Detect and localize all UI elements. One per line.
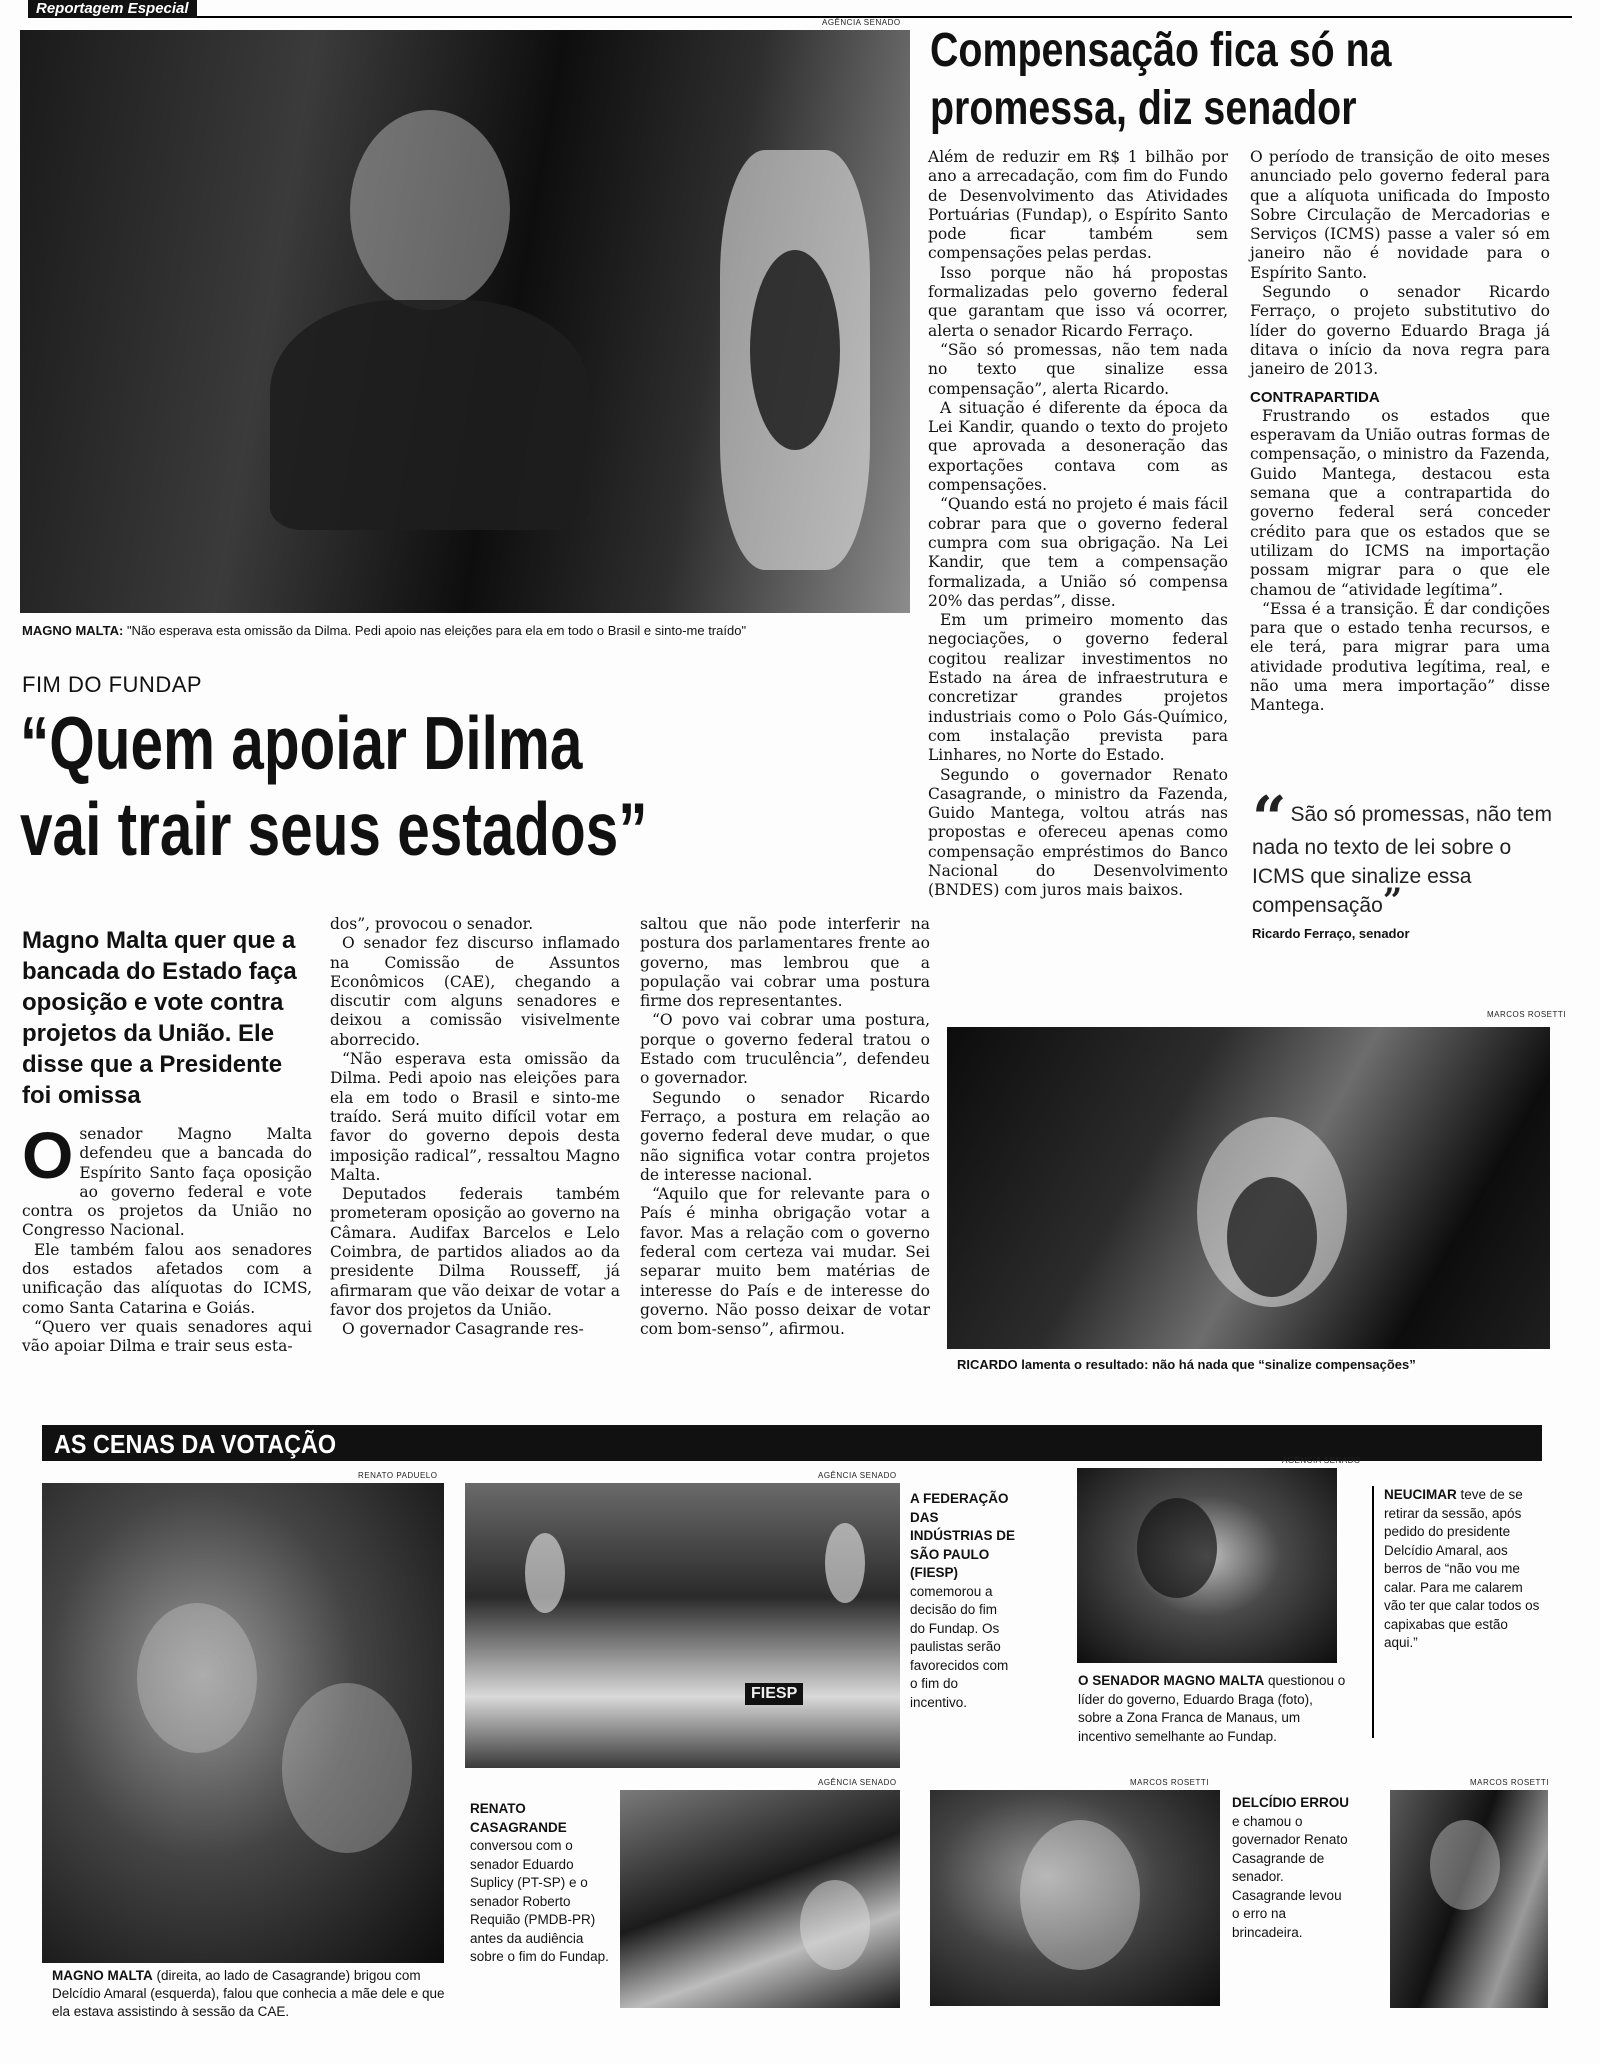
- photo-credit: MARCOS ROSETTI: [1470, 1778, 1550, 1787]
- paragraph: saltou que não pode interferir na postura dos parlamentares frente ao governo, mas lembrou que a população vai cobrar uma postura firme dos representantes.: [640, 915, 930, 1011]
- caption-name: O SENADOR MAGNO MALTA: [1078, 1673, 1265, 1688]
- caption-text: questionou o líder do governo, Eduardo Braga (foto), sobre a Zona Franca de Manaus, um incentivo semelhante ao Fundap.: [1078, 1673, 1346, 1744]
- magno-malta-podium-photo: [20, 30, 910, 613]
- scene5-caption: [470, 1800, 610, 1967]
- neucimar-photo: [1390, 1790, 1548, 2008]
- side-headline-line-2: promessa, diz senador: [930, 82, 1357, 135]
- ricardo-photo: [947, 1027, 1550, 1349]
- scene3-photo: [1077, 1468, 1337, 1663]
- paragraph: “Essa é a transição. É dar condições para que o estado tenha recursos, e ele terá, para migrar para uma atividade produtiva legítima, real, e não uma mera importação” disse Mantega.: [1250, 599, 1550, 715]
- quote-open-mark: “: [1252, 784, 1287, 854]
- paragraph: Segundo o governador Renato Casagrande, o ministro da Fazenda, Guido Mantega, voltou atrás nas propostas e ofereceu apenas como compensação empréstimos do Banco Nacional do Desenvolvimento (BNDES) com juros mais baixos.: [928, 765, 1228, 900]
- drop-cap: O: [22, 1118, 74, 1192]
- deck: Magno Malta quer que a bancada do Estado faça oposição e vote contra projetos da União. Ele disse que a Presidente foi omissa: [22, 927, 297, 1109]
- caption-text: conversou com o senador Eduardo Suplicy (PT-SP) e o senador Roberto Requião (PMDB-PR) antes da audiência sobre o fim do Fundap.: [470, 1838, 609, 1964]
- main-story-col-1: [22, 1118, 312, 1357]
- paragraph: “Quero ver quais senadores aqui vão apoiar Dilma e trair seus esta-: [22, 1317, 312, 1356]
- photo-credit: RENATO PADUELO: [358, 1471, 438, 1480]
- paragraph: senador Magno Malta defendeu que a bancada do Espírito Santo faça oposição ao governo federal e vote contra os projetos da União no Congresso Nacional.: [22, 1125, 312, 1240]
- caption-name: NEUCIMAR: [1384, 1487, 1457, 1502]
- side-headline: [930, 22, 1455, 138]
- caption-name: A FEDERAÇÃO DAS INDÚSTRIAS DE SÃO PAULO (FIESP): [910, 1491, 1016, 1580]
- paragraph: O senador fez discurso inflamado na Comissão de Assuntos Econômicos (CAE), chegando a discutir com alguns senadores e deixou a comissão visivelmente aborrecido.: [330, 934, 620, 1049]
- pull-quote: [1252, 784, 1552, 941]
- caption-text: comemorou a decisão do fim do Fundap. Os paulistas serão favorecidos com o fim do incentivo.: [910, 1583, 1009, 1710]
- caption-text: "Não esperava esta omissão da Dilma. Pedi apoio nas eleições para ela em todo o Brasil e sinto-me traído": [123, 623, 747, 638]
- quote-attribution: Ricardo Ferraço, senador: [1252, 926, 1410, 941]
- caption-text: teve de se retirar da sessão, após pedido do presidente Delcídio Amaral, aos berros de “não vou me calar. Para me calarem vão ter que calar todos os capixabas que estão aqui.”: [1384, 1487, 1540, 1650]
- fiesp-sign: FIESP: [745, 1683, 803, 1705]
- paragraph: Segundo o senador Ricardo Ferraço, a postura em relação ao governo federal deve mudar, o que não significa votar contra projetos de interesse nacional.: [640, 1088, 930, 1184]
- photo-credit: MARCOS ROSETTI: [1487, 1010, 1567, 1019]
- caption-text: (direita, ao lado de Casagrande) brigou com Delcídio Amaral (esquerda), falou que conhecia a mãe dele e que ela estava assistindo à sessão da CAE.: [52, 1968, 445, 2019]
- photo-credit: AGÊNCIA SENADO: [822, 18, 901, 27]
- caption-text: e chamou o governador Renato Casagrande de senador. Casagrande levou o erro na brincadeira.: [1232, 1813, 1348, 1940]
- paragraph: “Não esperava esta omissão da Dilma. Pedi apoio nas eleições para ela em todo o Brasil e sinto-me traído. Será muito difícil votar em favor do governo depois desta imposição radical”, ressaltou Magno Malta.: [330, 1050, 620, 1184]
- section-label-bar: [28, 0, 1572, 18]
- pull-quote-text: [1252, 784, 1552, 921]
- caption-name: MAGNO MALTA: [52, 1968, 153, 1983]
- caption-name: DELCÍDIO ERROU: [1232, 1795, 1350, 1810]
- photo-credit: AGÊNCIA SENADO: [818, 1778, 897, 1787]
- paragraph: “São só promessas, não tem nada no texto que sinalize essa compensação”, alerta Ricardo.: [928, 340, 1228, 398]
- scene1-photo: [42, 1483, 444, 1963]
- side-story-col-b: [1250, 148, 1550, 716]
- scene1-caption: [52, 1967, 452, 2021]
- subhead: CONTRAPARTIDA: [1250, 388, 1380, 406]
- headline-line-2: vai trair seus estados”: [20, 787, 648, 871]
- paragraph: “Quando está no projeto é mais fácil cobrar para que o governo federal cumpra com sua obrigação. Na Lei Kandir, que tem a compensação formalizada, a União só compensa 20% das perdas”, disse.: [928, 495, 1228, 610]
- main-headline: [20, 700, 722, 872]
- paragraph: A situação é diferente da época da Lei Kandir, quando o texto do projeto que aprovada a desoneração das exportações contava com as compensações.: [928, 398, 1228, 495]
- scene3-caption: [1078, 1672, 1348, 1746]
- paragraph: Além de reduzir em R$ 1 bilhão por ano a arrecadação, com fim do Fundo de Desenvolvimento das Atividades Portuárias (Fundap), o Espírito Santo pode ficar também sem compensações pelas perdas.: [928, 148, 1228, 263]
- quote-body: São só promessas, não tem nada no texto de lei sobre o ICMS que sinalize essa compensação: [1252, 803, 1552, 917]
- photo-credit: MARCOS ROSETTI: [1130, 1778, 1210, 1787]
- paragraph: Frustrando os estados que esperavam da União outras formas de compensação, o ministro da Fazenda, Guido Mantega, destacou esta semana que a contrapartida do governo federal será conceder crédito para que os estados que se utilizam do ICMS na importação possam migrar para o que ele chamou de “atividade legítima”.: [1250, 406, 1550, 599]
- top-photo-caption: [22, 622, 912, 639]
- main-story-col-2: [330, 915, 620, 1340]
- caption-name: RICARDO: [957, 1357, 1018, 1372]
- caption-name: MAGNO MALTA:: [22, 623, 124, 638]
- paragraph: Deputados federais também prometeram oposição ao governo na Câmara. Audifax Barcelos e Lelo Coimbra, de partidos aliados ao da presidente Dilma Rousseff, já afirmaram que vão deixar de votar a favor dos projetos da União.: [330, 1185, 620, 1319]
- caption-name: RENATO CASAGRANDE: [470, 1801, 567, 1835]
- paragraph: Segundo o senador Ricardo Ferraço, o projeto substitutivo do líder do governo Eduardo Braga já ditava o início da nova regra para janeiro de 2013.: [1250, 283, 1550, 379]
- paragraph: “O povo vai cobrar uma postura, porque o governo federal tratou o Estado com truculência”, defendeu o governador.: [640, 1011, 930, 1088]
- scene2-caption: [910, 1490, 1015, 1712]
- paragraph: Isso porque não há propostas formalizadas pelo governo federal que garantam que isso vá ocorrer, alerta o senador Ricardo Ferraço.: [928, 263, 1228, 340]
- main-story-col-3: [640, 915, 930, 1340]
- scene2-photo: [465, 1483, 900, 1768]
- paragraph: “Aquilo que for relevante para o País é minha obrigação votar a favor. Mas a relação com o governo federal com certeza vai mudar. Sei separar muito bem matérias de interesse do País e de interesse do governo. Não posso deixar de votar com bom-senso”, afirmou.: [640, 1185, 930, 1339]
- paragraph: Em um primeiro momento das negociações, o governo federal cogitou realizar investimentos no Estado na área de infraestrutura e concretizar grandes projetos industriais como o Polo Gás-Químico, com instalação prevista para Linhares, no Norte do Estado.: [928, 611, 1228, 765]
- caption-text: lamenta o resultado: não há nada que “sinalize compensações”: [1017, 1357, 1416, 1372]
- quote-close-mark: ”: [1382, 881, 1403, 921]
- paragraph: dos”, provocou o senador.: [330, 915, 534, 933]
- ricardo-caption: [957, 1356, 1557, 1373]
- side-headline-line-1: Compensação fica só na: [930, 24, 1392, 77]
- paragraph: Ele também falou aos senadores dos estados afetados com a unificação das alíquotas do ICMS, como Santa Catarina e Goiás.: [22, 1240, 312, 1317]
- scene6-caption: [1232, 1794, 1352, 1942]
- scene4-rule: [1372, 1486, 1374, 1738]
- kicker: FIM DO FUNDAP: [22, 672, 203, 697]
- paragraph: O governador Casagrande res-: [342, 1320, 584, 1339]
- headline-line-1: “Quem apoiar Dilma: [20, 701, 583, 785]
- section-label: Reportagem Especial: [28, 0, 197, 18]
- scenes-title: AS CENAS DA VOTAÇÃO: [54, 1429, 337, 1459]
- photo-credit: AGÊNCIA SENADO: [818, 1471, 897, 1480]
- side-story-col-a: [928, 148, 1228, 901]
- scene6-photo: [930, 1790, 1220, 2006]
- scene5-photo: [620, 1790, 900, 2008]
- scene4-caption: [1384, 1486, 1544, 1653]
- photo-credit: AGÊNCIA SENADO: [1282, 1456, 1361, 1465]
- paragraph: O período de transição de oito meses anunciado pelo governo federal para que a alíquota unificada do Imposto Sobre Circulação de Mercadorias e Serviços (ICMS) passe a valer só em janeiro não é novidade para o Espírito Santo.: [1250, 148, 1550, 282]
